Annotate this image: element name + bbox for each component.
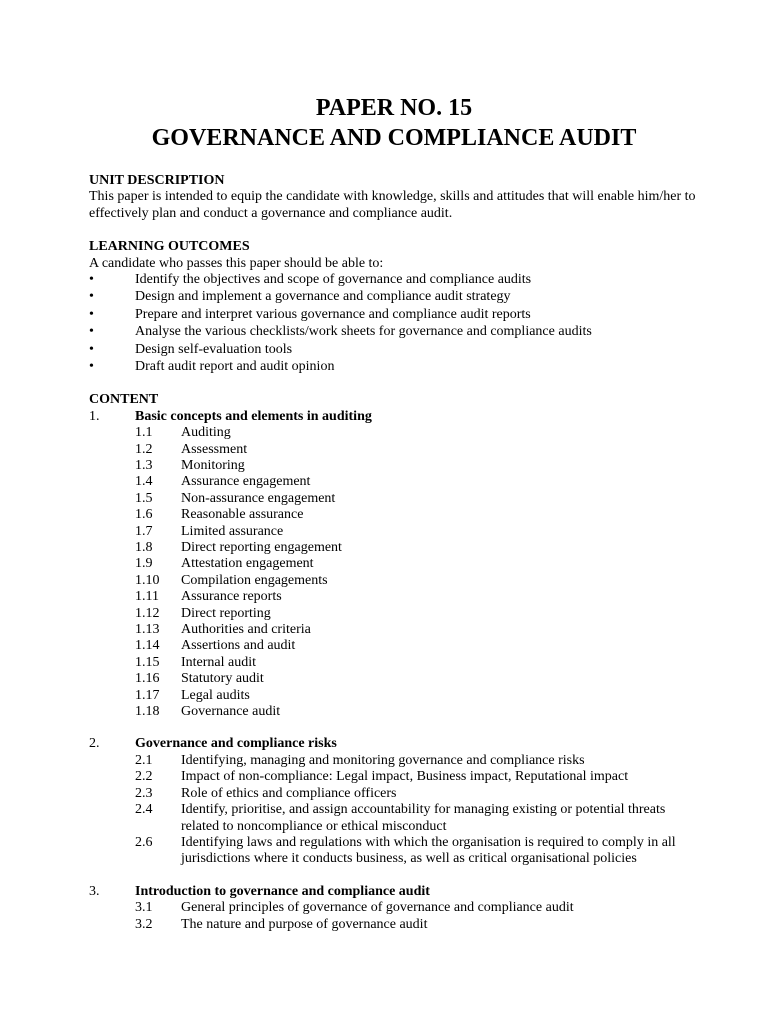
list-item: • Design self-evaluation tools (89, 341, 293, 357)
list-item: • Draft audit report and audit opinion (89, 358, 335, 374)
list-item: • Prepare and interpret various governance and compliance audit reports (89, 306, 531, 322)
section-title: Basic concepts and elements in auditing (135, 408, 372, 424)
learning-outcomes-heading: LEARNING OUTCOMES (89, 239, 250, 255)
content-heading: CONTENT (89, 392, 159, 408)
section-2-heading (89, 736, 699, 752)
unit-description-text: This paper is intended to equip the candidate with knowledge, skills and attitudes that will enable him/her to effectively plan and conduct a governance and compliance audit. (89, 189, 696, 221)
list-item: • Design and implement a governance and compliance audit strategy (89, 289, 511, 305)
list-item: 1.4 Assurance engagement (135, 474, 311, 490)
list-item: 1.11 Assurance reports (135, 589, 282, 605)
list-item: 1.14 Assertions and audit (135, 638, 296, 654)
list-item: • Analyse the various checklists/work sheets for governance and compliance audits (89, 324, 592, 340)
list-item: 2.1 Identifying, managing and monitoring governance and compliance risks (135, 752, 585, 768)
list-item: 1.1 Auditing (135, 425, 231, 441)
list-item: 1.18 Governance audit (135, 704, 281, 720)
list-item: 3.2 The nature and purpose of governance audit (135, 916, 428, 932)
list-item: 1.3 Monitoring (135, 457, 245, 473)
learning-outcomes-intro: A candidate who passes this paper should be able to: (89, 255, 384, 271)
list-item: 2.3 Role of ethics and compliance officers (135, 785, 397, 801)
paper-number-title: PAPER NO. 15 (315, 95, 473, 121)
list-item: • Identify the objectives and scope of governance and compliance audits (89, 272, 532, 288)
list-item: 1.6 Reasonable assurance (135, 507, 304, 523)
section-title: Governance and compliance risks (135, 736, 337, 752)
section-2-items (89, 753, 699, 868)
section-1-items (89, 425, 699, 720)
section-number: 1. (89, 408, 100, 424)
list-item: 1.12 Direct reporting (135, 605, 271, 621)
section-3-heading (89, 884, 699, 900)
list-item: 1.16 Statutory audit (135, 671, 264, 687)
section-number: 2. (89, 736, 100, 752)
paper-name-title: GOVERNANCE AND COMPLIANCE AUDIT (151, 125, 637, 151)
bullet-icon: • (89, 324, 94, 340)
bullet-icon: • (89, 358, 94, 374)
list-item: 2.6 Identifying laws and regulations with which the organisation is required to comply in all jurisdictions where it conducts business, as well as critical organisational policies (135, 834, 676, 867)
list-item: 2.4 Identify, prioritise, and assign accountability for managing existing or potential threats related to noncompliance or ethical misconduct (135, 802, 666, 834)
bullet-icon: • (89, 289, 94, 305)
list-item: 2.2 Impact of non-compliance: Legal impact, Business impact, Reputational impact (135, 769, 629, 785)
list-item: 1.8 Direct reporting engagement (135, 540, 342, 556)
list-item: 1.10 Compilation engagements (135, 572, 328, 588)
section-1-heading (89, 409, 699, 425)
section-number: 3. (89, 883, 100, 899)
list-item: 1.13 Authorities and criteria (135, 622, 311, 638)
list-item: 1.5 Non-assurance engagement (135, 490, 336, 506)
list-item: 1.2 Assessment (135, 441, 248, 457)
bullet-icon: • (89, 341, 94, 357)
list-item: 1.9 Attestation engagement (135, 556, 314, 572)
list-item: 1.7 Limited assurance (135, 523, 284, 539)
section-title: Introduction to governance and compliance audit (135, 883, 430, 899)
list-item: 3.1 General principles of governance of governance and compliance audit (135, 900, 574, 916)
document-page (89, 0, 699, 933)
learning-outcomes-list (89, 272, 699, 376)
list-item: 1.17 Legal audits (135, 687, 250, 703)
unit-description-heading: UNIT DESCRIPTION (89, 173, 225, 188)
bullet-icon: • (89, 306, 94, 322)
list-item: 1.15 Internal audit (135, 654, 257, 670)
bullet-icon: • (89, 272, 94, 288)
section-3-items (89, 900, 699, 933)
